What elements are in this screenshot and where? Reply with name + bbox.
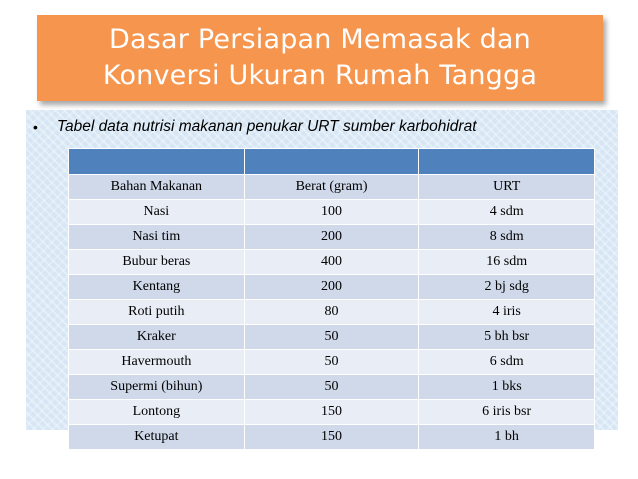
column-label-berat: Berat (gram) [244, 175, 419, 200]
cell-bahan: Havermouth [69, 350, 245, 375]
cell-bahan: Bubur beras [69, 250, 245, 275]
cell-urt: 1 bks [419, 375, 595, 400]
header-cell [69, 149, 245, 175]
cell-bahan: Lontong [69, 400, 245, 425]
cell-berat: 150 [244, 425, 419, 450]
column-label-urt: URT [419, 175, 595, 200]
table-row [69, 350, 595, 375]
cell-berat: 400 [244, 250, 419, 275]
column-labels-row [69, 175, 595, 200]
cell-berat: 80 [244, 300, 419, 325]
cell-urt: 6 sdm [419, 350, 595, 375]
table-row [69, 425, 595, 450]
cell-bahan: Ketupat [69, 425, 245, 450]
cell-urt: 2 bj sdg [419, 275, 595, 300]
cell-urt: 4 iris [419, 300, 595, 325]
cell-urt: 16 sdm [419, 250, 595, 275]
table-row [69, 400, 595, 425]
table-row [69, 250, 595, 275]
cell-bahan: Nasi tim [69, 225, 245, 250]
cell-berat: 100 [244, 200, 419, 225]
cell-urt: 1 bh [419, 425, 595, 450]
table-row [69, 300, 595, 325]
table-row [69, 275, 595, 300]
cell-berat: 200 [244, 275, 419, 300]
title-line-1: Dasar Persiapan Memasak dan [109, 24, 531, 55]
cell-bahan: Roti putih [69, 300, 245, 325]
cell-berat: 50 [244, 375, 419, 400]
header-cell [244, 149, 419, 175]
table-row [69, 325, 595, 350]
cell-berat: 200 [244, 225, 419, 250]
cell-bahan: Kraker [69, 325, 245, 350]
cell-berat: 50 [244, 325, 419, 350]
table-row [69, 225, 595, 250]
cell-bahan: Supermi (bihun) [69, 375, 245, 400]
cell-urt: 8 sdm [419, 225, 595, 250]
column-label-bahan: Bahan Makanan [69, 175, 245, 200]
table-header-row [69, 149, 595, 175]
cell-bahan: Nasi [69, 200, 245, 225]
bullet-item [33, 116, 477, 138]
cell-urt: 4 sdm [419, 200, 595, 225]
nutrition-table [68, 148, 595, 450]
title-line-2: Konversi Ukuran Rumah Tangga [102, 60, 538, 91]
table-row [69, 200, 595, 225]
cell-bahan: Kentang [69, 275, 245, 300]
header-cell [419, 149, 595, 175]
title-banner [37, 15, 603, 101]
table-row [69, 375, 595, 400]
bullet-icon: • [33, 119, 38, 135]
cell-urt: 6 iris bsr [419, 400, 595, 425]
cell-berat: 50 [244, 350, 419, 375]
cell-urt: 5 bh bsr [419, 325, 595, 350]
cell-berat: 150 [244, 400, 419, 425]
bullet-text: Tabel data nutrisi makanan penukar URT sumber karbohidrat [56, 118, 477, 135]
